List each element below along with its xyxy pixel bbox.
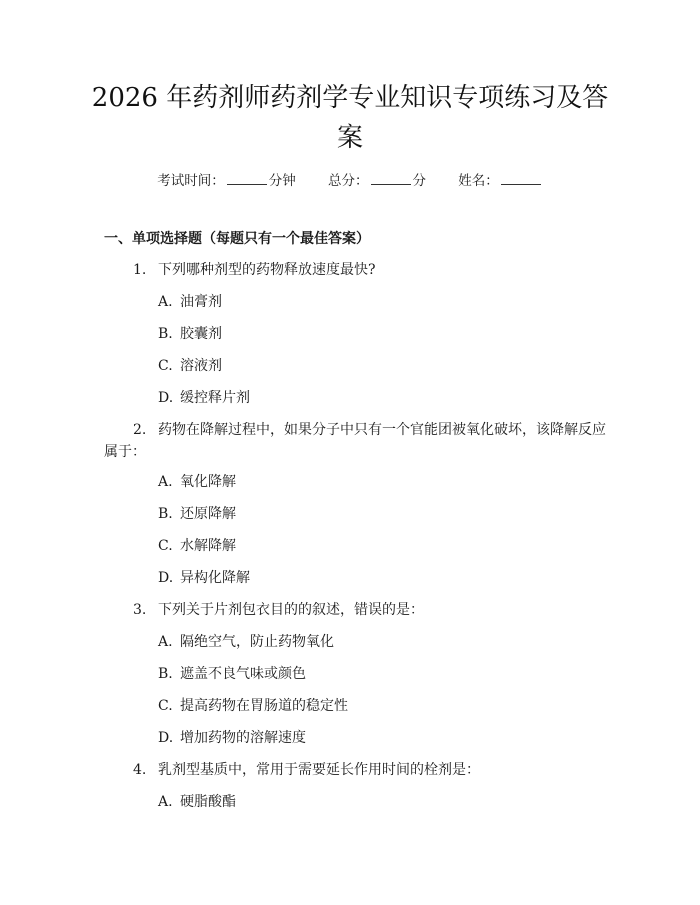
question-text: 下列哪种剂型的药物释放速度最快?: [158, 262, 376, 278]
option-letter: B.: [158, 326, 173, 342]
option-letter: A.: [158, 474, 173, 490]
option-text: 氧化降解: [180, 474, 236, 490]
exam-time-unit: 分钟: [268, 173, 296, 189]
total-score-field: [328, 169, 426, 189]
option-text: 缓控释片剂: [180, 390, 250, 406]
option-1a: [158, 292, 222, 312]
option-2c: [158, 536, 236, 556]
option-letter: A.: [158, 294, 173, 310]
option-text: 硬脂酸酯: [180, 794, 236, 810]
option-2b: [158, 504, 236, 524]
option-letter: A.: [158, 634, 173, 650]
option-letter: C.: [158, 358, 173, 374]
question-number: 3.: [133, 602, 147, 618]
option-2d: [158, 568, 250, 588]
option-text: 提高药物在胃肠道的稳定性: [180, 698, 348, 714]
option-text: 遮盖不良气味或颜色: [180, 666, 306, 682]
option-3d: [158, 728, 306, 748]
option-3a: [158, 632, 334, 652]
option-text: 胶囊剂: [180, 326, 222, 342]
option-letter: B.: [158, 666, 173, 682]
option-text: 增加药物的溶解速度: [180, 730, 306, 746]
option-4a: [158, 792, 236, 812]
option-3c: [158, 696, 348, 716]
option-2a: [158, 472, 236, 492]
question-text: 乳剂型基质中，常用于需要延长作用时间的栓剂是：: [158, 762, 480, 778]
question-number: 2.: [133, 422, 147, 438]
name-field: [458, 169, 543, 189]
total-score-blank: [371, 183, 411, 185]
question-number: 4.: [133, 762, 147, 778]
option-letter: B.: [158, 506, 173, 522]
option-letter: D.: [158, 730, 174, 746]
option-1c: [158, 356, 222, 376]
question-text: 下列关于片剂包衣目的的叙述，错误的是：: [158, 602, 424, 618]
total-score-label: 总分：: [328, 173, 369, 189]
option-text: 溶液剂: [180, 358, 222, 374]
question-text-continued: 属于：: [104, 444, 146, 460]
option-text: 油膏剂: [180, 294, 222, 310]
option-3b: [158, 664, 306, 684]
option-text: 异构化降解: [180, 570, 250, 586]
option-text: 水解降解: [180, 538, 236, 554]
section-title: 一、单项选择题（每题只有一个最佳答案）: [104, 231, 370, 247]
exam-info-bar: [0, 169, 700, 189]
option-letter: A.: [158, 794, 173, 810]
option-letter: D.: [158, 570, 174, 586]
option-text: 还原降解: [180, 506, 236, 522]
name-label: 姓名：: [458, 173, 499, 189]
option-letter: C.: [158, 698, 173, 714]
document-title: 2026 年药剂师药剂学专业知识专项练习及答案: [91, 83, 609, 153]
question-number: 1.: [133, 262, 147, 278]
option-letter: C.: [158, 538, 173, 554]
option-1b: [158, 324, 222, 344]
exam-time-label: 考试时间：: [157, 173, 225, 189]
exam-time-blank: [227, 183, 267, 185]
exam-time-field: [157, 169, 296, 189]
question-text: 药物在降解过程中，如果分子中只有一个官能团被氧化破坏，该降解反应: [158, 422, 606, 438]
option-text: 隔绝空气，防止药物氧化: [180, 634, 334, 650]
name-blank: [501, 183, 541, 185]
total-score-unit: 分: [412, 173, 426, 189]
option-letter: D.: [158, 390, 174, 406]
option-1d: [158, 388, 250, 408]
